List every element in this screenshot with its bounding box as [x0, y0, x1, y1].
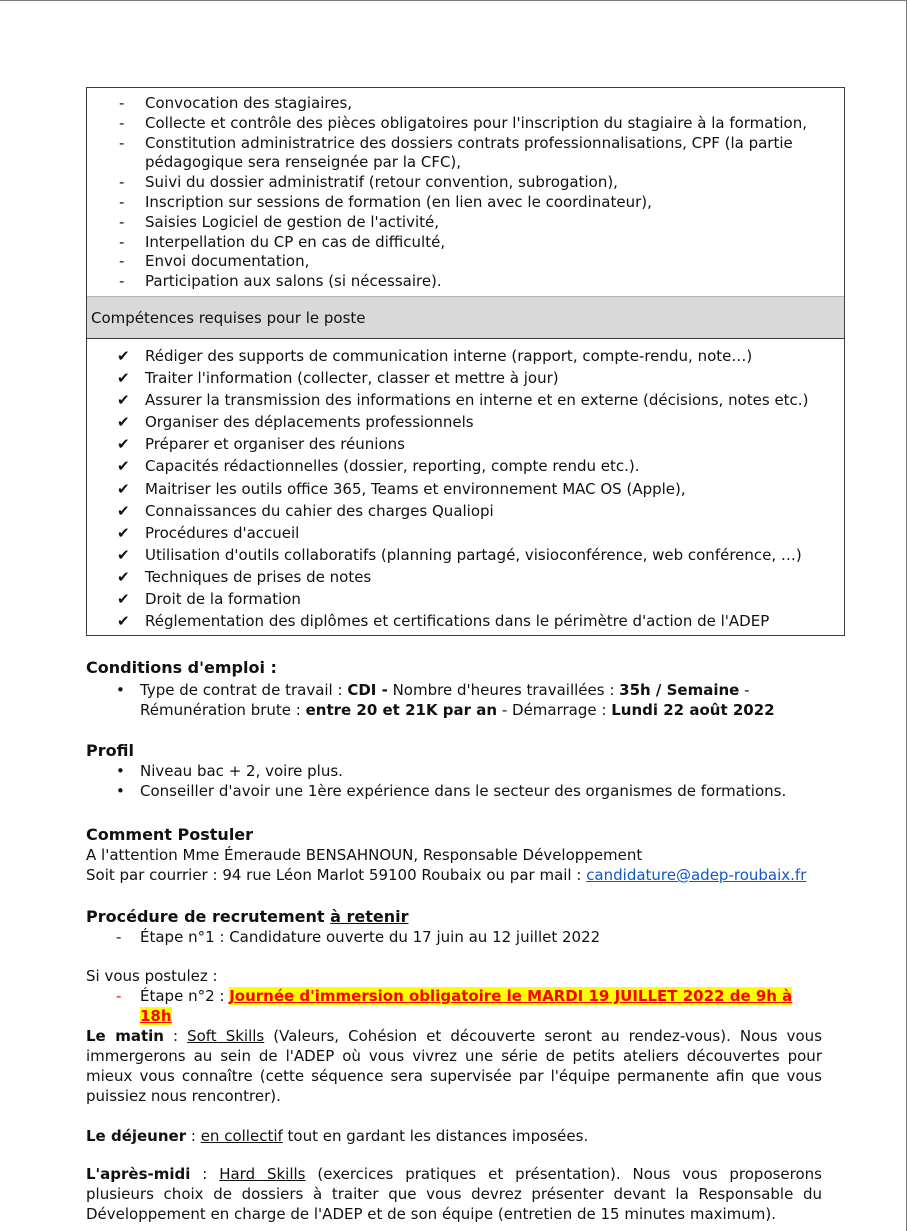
checkmark-icon: ✔: [117, 567, 130, 586]
task-item: - Interpellation du CP en cas de difficulté,: [119, 232, 446, 251]
profil-title: Profil: [86, 741, 134, 760]
task-item: - Collecte et contrôle des pièces obligatoires pour l'inscription du stagiaire à la formation,: [119, 113, 807, 132]
task-item: - Constitution administratrice des dossiers contrats professionnalisations, CPF (la partie: [119, 133, 793, 152]
task-item: - Participation aux salons (si nécessaire).: [119, 272, 442, 291]
task-item: - Suivi du dossier administratif (retour convention, subrogation),: [119, 173, 618, 192]
apresmidi-paragraph: L'après-midi : Hard Skills (exercices pratiques et présentation). Nous vous proposerons plusieurs choix de dossiers à traiter que vous devrez présenter devant la Responsable du Développement en charge de l'ADEP et de son équipe (entretien de 15 minutes maximum).: [86, 1165, 822, 1223]
postuler-section: [86, 825, 826, 885]
checkmark-icon: ✔: [117, 457, 130, 476]
procedure-section: [86, 907, 826, 1026]
conditions-section: [86, 658, 826, 720]
skill-item: ✔ Maitriser les outils office 365, Teams et environnement MAC OS (Apple),: [87, 478, 844, 500]
checkmark-icon: ✔: [117, 590, 130, 609]
skills-list: [87, 345, 844, 632]
skill-item: ✔ Droit de la formation: [87, 588, 844, 610]
task-item: - Inscription sur sessions de formation (en lien avec le coordinateur),: [119, 192, 652, 211]
task-item-continued: pédagogique sera renseignée par la CFC),: [145, 153, 462, 172]
bullet-icon: •: [116, 762, 125, 780]
skill-item: ✔ Procédures d'accueil: [87, 522, 844, 544]
immersion-highlight: Journée d'immersion obligatoire le MARDI 19 JUILLET 2022 de 9h à 18h: [140, 987, 793, 1025]
skill-item: ✔ Connaissances du cahier des charges Qualiopi: [87, 500, 844, 522]
profil-item: • Conseiller d'avoir une 1ère expérience dans le secteur des organismes de formations.: [116, 782, 787, 800]
postuler-title: Comment Postuler: [86, 825, 254, 844]
checkmark-icon: ✔: [117, 501, 130, 520]
checkmark-icon: ✔: [117, 391, 130, 410]
checkmark-icon: ✔: [117, 523, 130, 542]
skill-item: ✔ Rédiger des supports de communication interne (rapport, compte-rendu, note…): [87, 345, 844, 367]
checkmark-icon: ✔: [117, 545, 130, 564]
postuler-address: Soit par courrier : 94 rue Léon Marlot 59100 Roubaix ou par mail : candidature@adep-roubaix.fr: [86, 866, 807, 884]
etape-1: - Étape n°1 : Candidature ouverte du 17 juin au 12 juillet 2022: [116, 928, 601, 946]
conditions-title: Conditions d'emploi :: [86, 658, 277, 677]
conditions-item: • Type de contrat de travail : CDI - Nombre d'heures travaillées : 35h / Semaine - Rémunération brute : entre 20 et 21K par an - Démarrage : Lundi 22 août 2022: [116, 681, 775, 719]
checkmark-icon: ✔: [117, 435, 130, 454]
profil-section: [86, 741, 826, 801]
bullet-icon: •: [116, 681, 125, 699]
task-item: - Saisies Logiciel de gestion de l'activité,: [119, 212, 440, 231]
skill-item: ✔ Organiser des déplacements professionnels: [87, 411, 844, 433]
etape-2: - Étape n°2 : Journée d'immersion obligatoire le MARDI 19 JUILLET 2022 de 9h à 18h: [116, 987, 793, 1025]
competences-header: Compétences requises pour le poste: [87, 296, 844, 339]
checkmark-icon: ✔: [117, 612, 130, 631]
procedure-title: Procédure de recrutement à retenir: [86, 907, 409, 926]
task-item: - Envoi documentation,: [119, 252, 310, 271]
skill-item: ✔ Assurer la transmission des informations en interne et en externe (décisions, notes etc.): [87, 389, 844, 411]
tasks-list: [87, 94, 844, 292]
procedure-si: Si vous postulez :: [86, 967, 218, 985]
task-item: - Convocation des stagiaires,: [119, 94, 353, 112]
matin-paragraph: Le matin : Soft Skills (Valeurs, Cohésion et découverte seront au rendez-vous). Nous vous immergerons au sein de l'ADEP où vous vivrez une série de petits ateliers découvertes pour mieux vous connaître (cette séquence sera supervisée par l'équipe permanente afin que vous puissiez nous rencontrer).: [86, 1027, 823, 1105]
checkmark-icon: ✔: [117, 347, 130, 365]
profil-item: • Niveau bac + 2, voire plus.: [116, 762, 343, 780]
email-link[interactable]: candidature@adep-roubaix.fr: [586, 866, 807, 884]
skill-item: ✔ Capacités rédactionnelles (dossier, reporting, compte rendu etc.).: [87, 455, 844, 477]
skill-item: ✔ Techniques de prises de notes: [87, 566, 844, 588]
bullet-icon: •: [116, 782, 125, 800]
skill-item: ✔ Traiter l'information (collecter, classer et mettre à jour): [87, 367, 844, 389]
checkmark-icon: ✔: [117, 479, 130, 498]
job-table: [86, 87, 845, 636]
skill-item: ✔ Réglementation des diplômes et certifications dans le périmètre d'action de l'ADEP: [87, 610, 844, 632]
checkmark-icon: ✔: [117, 369, 130, 388]
skill-item: ✔ Préparer et organiser des réunions: [87, 433, 844, 455]
dejeuner-paragraph: Le déjeuner : en collectif tout en gardant les distances imposées.: [86, 1127, 589, 1145]
postuler-contact: A l'attention Mme Émeraude BENSAHNOUN, Responsable Développement: [86, 846, 643, 864]
skill-item: ✔ Utilisation d'outils collaboratifs (planning partagé, visioconférence, web conférence, …): [87, 544, 844, 566]
checkmark-icon: ✔: [117, 413, 130, 432]
